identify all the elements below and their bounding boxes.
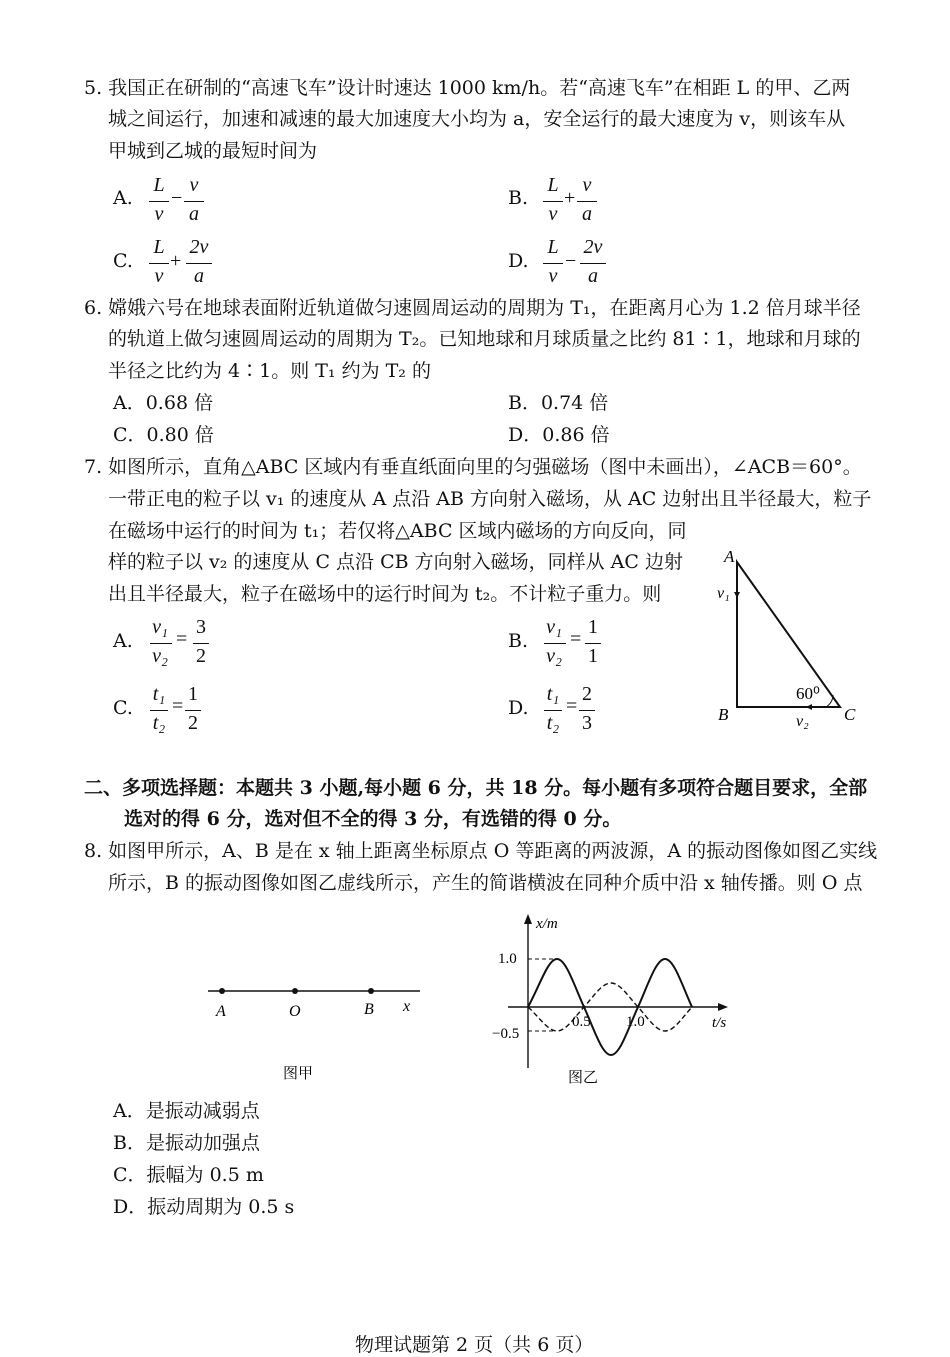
q8-figure-yi	[490, 910, 740, 1090]
q7-fig-label-c: C	[844, 705, 856, 724]
q5-option-a-label: A.	[113, 187, 133, 209]
q7-fig-label-v2: v₂	[796, 713, 809, 730]
q5-line-2: 城之间运行，加速和减速的最大加速度大小均为 a，安全运行的最大速度为 v，则该车从	[108, 108, 846, 130]
q8-line-2: 所示，B 的振动图像如图乙虚线所示，产生的简谐横波在同种介质中沿 x 轴传播。则 O 点	[108, 872, 863, 894]
fig-yi-caption: 图乙	[568, 1070, 599, 1086]
q8-option-a: A．是振动减弱点	[113, 1100, 260, 1122]
fig-yi-tick-x1: 0.5	[572, 1014, 591, 1030]
q7-line-1: 7. 如图所示，直角△ABC 区域内有垂直纸面向里的匀强磁场（图中未画出），∠ACB＝60°。	[84, 456, 862, 478]
q6-line-1: 6. 嫦娥六号在地球表面附近轨道做匀速圆周运动的周期为 T₁，在距离月心为 1.2 倍月球半径	[84, 297, 861, 319]
q6-line-2: 的轨道上做匀速圆周运动的周期为 T₂。已知地球和月球质量之比约 81∶1，地球和月球的	[108, 328, 861, 350]
q5-d-sign: −	[565, 250, 577, 272]
q5-option-d-label: D.	[508, 250, 529, 272]
q8-line-1: 8. 如图甲所示，A、B 是在 x 轴上距离坐标原点 O 等距离的两波源，A 的振动图像如图乙实线	[84, 840, 878, 862]
fig-yi-tick-y1: 1.0	[498, 951, 517, 967]
q7-fig-label-angle: 60⁰	[796, 684, 820, 703]
q6-option-a: A．0.68 倍	[113, 392, 214, 414]
q8-option-c: C．振幅为 0.5 m	[113, 1164, 264, 1186]
q7-fig-label-v1: v₁	[717, 585, 730, 602]
q7-triangle-figure	[700, 540, 880, 740]
q5-b-sign: +	[564, 187, 576, 209]
q8-figure-jia	[200, 975, 430, 1085]
q7-option-d-label: D.	[508, 697, 529, 719]
q7-line-5: 出且半径最大，粒子在磁场中的运行时间为 t₂。不计粒子重力。则	[108, 583, 662, 605]
q7-line-4: 样的粒子以 v₂ 的速度从 C 点沿 CB 方向射入磁场，同样从 AC 边射	[108, 551, 683, 573]
q8-option-b: B．是振动加强点	[113, 1132, 260, 1154]
fig-jia-label-b: B	[364, 1001, 374, 1018]
fig-yi-tick-x2: 1.0	[626, 1014, 645, 1030]
q7-option-c-label: C.	[113, 697, 133, 719]
section-2-header-line-2: 选对的得 6 分，选对但不全的得 3 分，有选错的得 0 分。	[124, 808, 622, 830]
page-footer: 物理试题第 2 页（共 6 页）	[355, 1334, 594, 1356]
q6-option-c: C．0.80 倍	[113, 424, 214, 446]
q7-fig-label-b: B	[718, 705, 729, 724]
q8-option-d: D．振动周期为 0.5 s	[113, 1196, 295, 1218]
fig-jia-label-a: A	[216, 1003, 226, 1020]
q7-line-2: 一带正电的粒子以 v₁ 的速度从 A 点沿 AB 方向射入磁场，从 AC 边射出且半径最大，粒子	[108, 488, 872, 510]
q5-line-1: 5. 我国正在研制的“高速飞车”设计时速达 1000 km/h。若“高速飞车”在相距 L 的甲、乙两	[84, 77, 851, 99]
q6-option-b: B．0.74 倍	[508, 392, 609, 414]
section-2-header-line-1: 二、多项选择题：本题共 3 小题,每小题 6 分，共 18 分。每小题有多项符合题目要求，全部	[84, 777, 868, 799]
q7-b-equals: =	[570, 628, 582, 650]
fig-jia-caption: 图甲	[283, 1066, 314, 1082]
q5-line-3: 甲城到乙城的最短时间为	[108, 140, 318, 162]
q5-option-c-label: C.	[113, 250, 133, 272]
q5-option-b-label: B.	[508, 187, 529, 209]
q7-c-equals: =	[172, 695, 184, 717]
q7-line-3: 在磁场中运行的时间为 t₁；若仅将△ABC 区域内磁场的方向反向，同	[108, 520, 687, 542]
fig-yi-ylabel: x/m	[536, 916, 558, 932]
q6-option-d: D．0.86 倍	[508, 424, 610, 446]
q7-fig-label-a: A	[724, 547, 735, 566]
fig-jia-label-x: x	[403, 998, 411, 1015]
q5-c-sign: +	[170, 250, 182, 272]
q7-option-a-label: A.	[113, 630, 133, 652]
fig-yi-xlabel: t/s	[712, 1015, 727, 1031]
q6-line-3: 半径之比约为 4∶1。则 T₁ 约为 T₂ 的	[108, 360, 431, 382]
fig-jia-label-o: O	[289, 1003, 301, 1020]
q7-a-equals: =	[176, 628, 188, 650]
q7-d-equals: =	[566, 695, 578, 717]
q5-a-sign: −	[171, 187, 183, 209]
fig-yi-tick-y2: −0.5	[492, 1026, 520, 1042]
q7-option-b-label: B.	[508, 630, 529, 652]
